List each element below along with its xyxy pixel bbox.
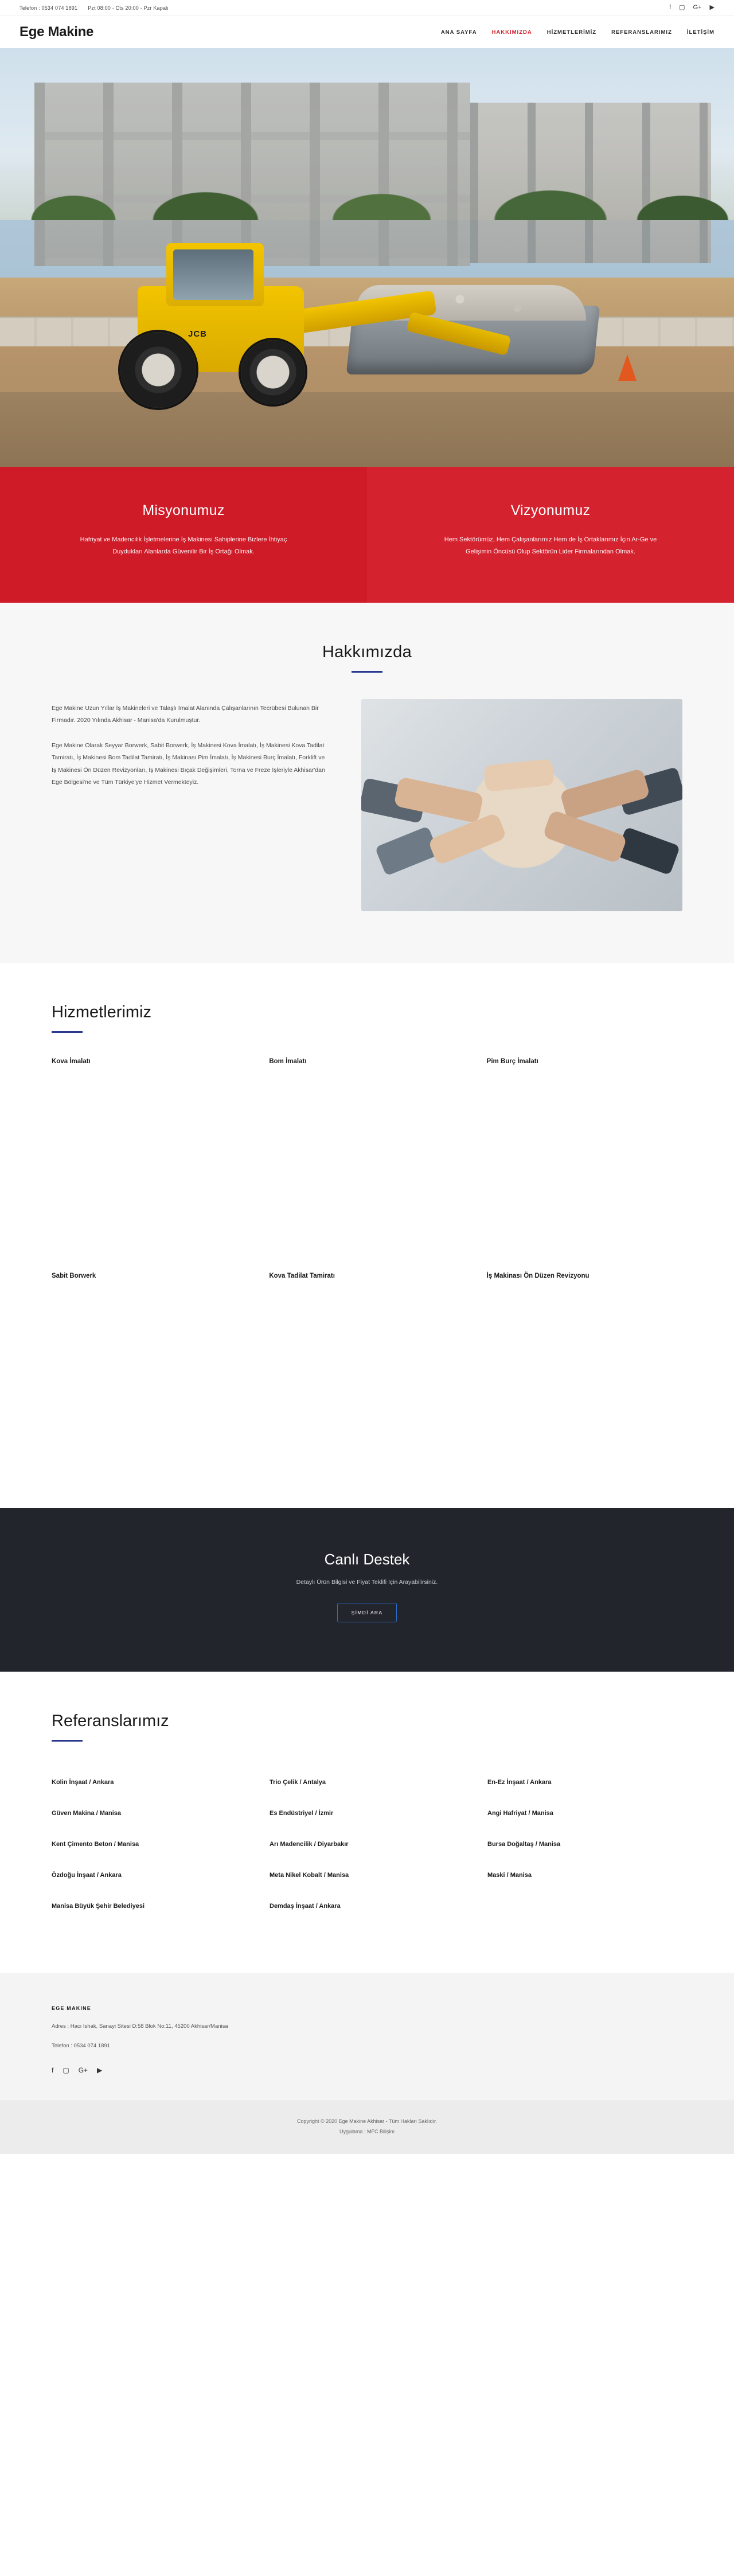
mission-card [0, 467, 367, 603]
excavator-machine [52, 223, 596, 412]
excavator-wheel-rear [241, 340, 305, 404]
site-footer [0, 1973, 734, 2101]
service-title: Pim Burç İmalatı [486, 1057, 538, 1065]
top-bar [0, 0, 734, 16]
nav-item-referanslarimiz[interactable]: REFERANSLARIMIZ [611, 29, 672, 36]
service-image [52, 1287, 247, 1454]
call-now-button[interactable]: ŞİMDİ ARA [337, 1603, 397, 1622]
credit-text: Uygulama : MFC Bilişim [339, 2128, 395, 2134]
reference-item: Manisa Büyük Şehir Belediyesi [52, 1902, 145, 1910]
live-support-section [0, 1508, 734, 1672]
sleeve-shape [616, 826, 680, 875]
service-title: Sabit Borwerk [52, 1272, 96, 1279]
reference-item: Es Endüstriyel / İzmir [270, 1809, 334, 1817]
cta-title: Canlı Destek [324, 1550, 410, 1568]
topbar-contact [19, 5, 169, 11]
reference-item: Kent Çimento Beton / Manisa [52, 1840, 139, 1848]
about-content [0, 699, 734, 911]
instagram-icon[interactable]: ▢ [679, 4, 685, 11]
mission-title: Misyonumuz [142, 502, 225, 518]
service-card-kova-imalati[interactable] [52, 1058, 247, 1239]
topbar-social-links [669, 5, 715, 11]
mission-text: Hafriyat ve Madencilik İşletmelerine İş Makinesi Sahiplerine Bizlere İhtiyaç Duydukları Alanlarda Güvenilir Bir İş Ortağı Olmak. [80, 536, 287, 555]
about-section [0, 603, 734, 963]
references-grid [52, 1767, 682, 1922]
about-teamwork-image [361, 699, 682, 911]
services-section [0, 963, 734, 1508]
reference-item: Özdoğu İnşaat / Ankara [52, 1871, 122, 1879]
nav-item-hakkimizda[interactable]: HAKKIMIZDA [491, 29, 532, 36]
reference-item: Güven Makina / Manisa [52, 1809, 122, 1817]
service-image [52, 1073, 247, 1239]
reference-item: Maski / Manisa [487, 1871, 532, 1879]
references-section [0, 1672, 734, 1973]
vision-text: Hem Sektörümüz, Hem Çalışanlarımız Hem de İş Ortaklarımız İçin Ar-Ge ve Gelişimin Öncüsü Olup Sektörün Lider Firmalarından Olmak. [444, 536, 657, 555]
google-plus-icon[interactable]: G+ [693, 4, 702, 11]
site-header [0, 16, 734, 48]
footer-phone: Telefon : 0534 074 1891 [52, 2042, 110, 2049]
vision-title: Vizyonumuz [510, 502, 591, 518]
facebook-icon[interactable]: f [669, 4, 671, 11]
service-image [487, 1287, 682, 1454]
reference-item: Meta Nikel Kobalt / Manisa [270, 1871, 349, 1879]
copyright-text: Copyright © 2020 Ege Makine Akhisar - Tüm Hakları Saklıdır. [296, 2118, 438, 2124]
about-title: Hakkımızda [322, 642, 412, 661]
youtube-icon[interactable]: ▶ [97, 2066, 103, 2074]
topbar-hours: Pzt 08:00 - Cts 20:00 - Pzr Kapalı [88, 5, 169, 11]
about-text-block [52, 699, 327, 802]
nav-item-iletisim[interactable]: İLETİŞİM [686, 29, 715, 36]
hero-trees [0, 117, 734, 220]
youtube-icon[interactable]: ▶ [709, 4, 715, 11]
reference-item: Trio Çelik / Antalya [270, 1778, 326, 1786]
excavator-brand-label: JCB [188, 329, 208, 339]
about-paragraph-2: Ege Makine Olarak Seyyar Borwerk, Sabit Borwerk, İş Makinesi Kova İmalatı, İş Makinesi Kova Tadilat Tamiratı, İş Makinesi Bom Tadilat Tamiratı, İş Makinası Pim İmalatı, İş Makinesi Burç İmalatı, Forklift ve İş Makinesi Ön Düzen Revizyonları, İş Makinesi Bıçak Değişimleri, Torna ve Freze İşleriyle Akhisar'dan Ege Bölgesi'ne ve Tüm Türkiye'ye Hizmet Vermekteyiz. [52, 741, 325, 786]
traffic-cone-icon [618, 354, 637, 381]
facebook-icon[interactable]: f [52, 2066, 54, 2074]
reference-item [487, 1891, 682, 1922]
topbar-phone: Telefon : 0534 074 1891 [19, 5, 78, 11]
footer-social-links [52, 2066, 682, 2074]
about-title-underline [352, 671, 382, 673]
reference-item: Arı Madencilik / Diyarbakır [270, 1840, 349, 1848]
vision-card [367, 467, 734, 603]
excavator-wheel-front [120, 332, 196, 408]
services-title: Hizmetlerimiz [52, 1002, 151, 1021]
service-title: Kova İmalatı [52, 1057, 91, 1065]
nav-item-hizmetlerimiz[interactable]: HİZMETLERİMİZ [546, 29, 597, 36]
service-card-sabit-borwerk[interactable] [52, 1273, 247, 1454]
reference-item: Kolin İnşaat / Ankara [52, 1778, 114, 1786]
service-card-pim-burc-imalati[interactable] [487, 1058, 682, 1239]
footer-address: Adres : Hacı Ishak, Sanayi Sitesi D:58 Blok No:11, 45200 Akhisar/Manisa [52, 2023, 228, 2029]
main-navigation [441, 29, 715, 36]
nav-item-ana-sayfa[interactable]: ANA SAYFA [440, 29, 477, 36]
footer-company-name: EGE MAKINE [52, 2005, 92, 2011]
sleeve-shape [375, 826, 440, 876]
services-grid [52, 1058, 682, 1454]
service-image [269, 1073, 464, 1239]
hand-shape [542, 809, 628, 864]
excavator-cabin-glass [173, 249, 253, 300]
copyright-bar [0, 2101, 734, 2154]
mission-vision-section [0, 467, 734, 603]
site-logo[interactable]: Ege Makine [19, 24, 94, 40]
service-card-bom-imalati[interactable] [269, 1058, 464, 1239]
service-title: Bom İmalatı [269, 1057, 307, 1065]
reference-item: Demdaş İnşaat / Ankara [270, 1902, 341, 1910]
google-plus-icon[interactable]: G+ [78, 2066, 88, 2074]
service-title: Kova Tadilat Tamiratı [269, 1272, 335, 1279]
reference-item: Angi Hafriyat / Manisa [487, 1809, 553, 1817]
references-title-underline [52, 1740, 83, 1742]
service-title: İş Makinası Ön Düzen Revizyonu [486, 1272, 589, 1279]
hand-shape [483, 759, 555, 792]
instagram-icon[interactable]: ▢ [63, 2066, 69, 2074]
reference-item: En-Ez İnşaat / Ankara [487, 1778, 552, 1786]
service-card-on-duzen-revizyonu[interactable] [487, 1273, 682, 1454]
references-title: Referanslarımız [52, 1711, 169, 1730]
about-paragraph-1: Ege Makine Uzun Yıllar İş Makineleri ve Talaşlı İmalat Alanında Çalışanlarının Tecrübesi Bulunan Bir Firmadır. 2020 Yılında Akhisar - Manisa'da Kurulmuştur. [52, 704, 319, 724]
service-image [487, 1073, 682, 1239]
service-card-kova-tadilat-tamirati[interactable] [269, 1273, 464, 1454]
reference-item: Bursa Doğaltaş / Manisa [487, 1840, 561, 1848]
service-image [269, 1287, 464, 1454]
services-title-underline [52, 1031, 83, 1033]
hero-banner-image [0, 48, 734, 467]
cta-subtitle: Detaylı Ürün Bilgisi ve Fiyat Teklifi İçin Arayabilirsiniz. [296, 1578, 438, 1586]
